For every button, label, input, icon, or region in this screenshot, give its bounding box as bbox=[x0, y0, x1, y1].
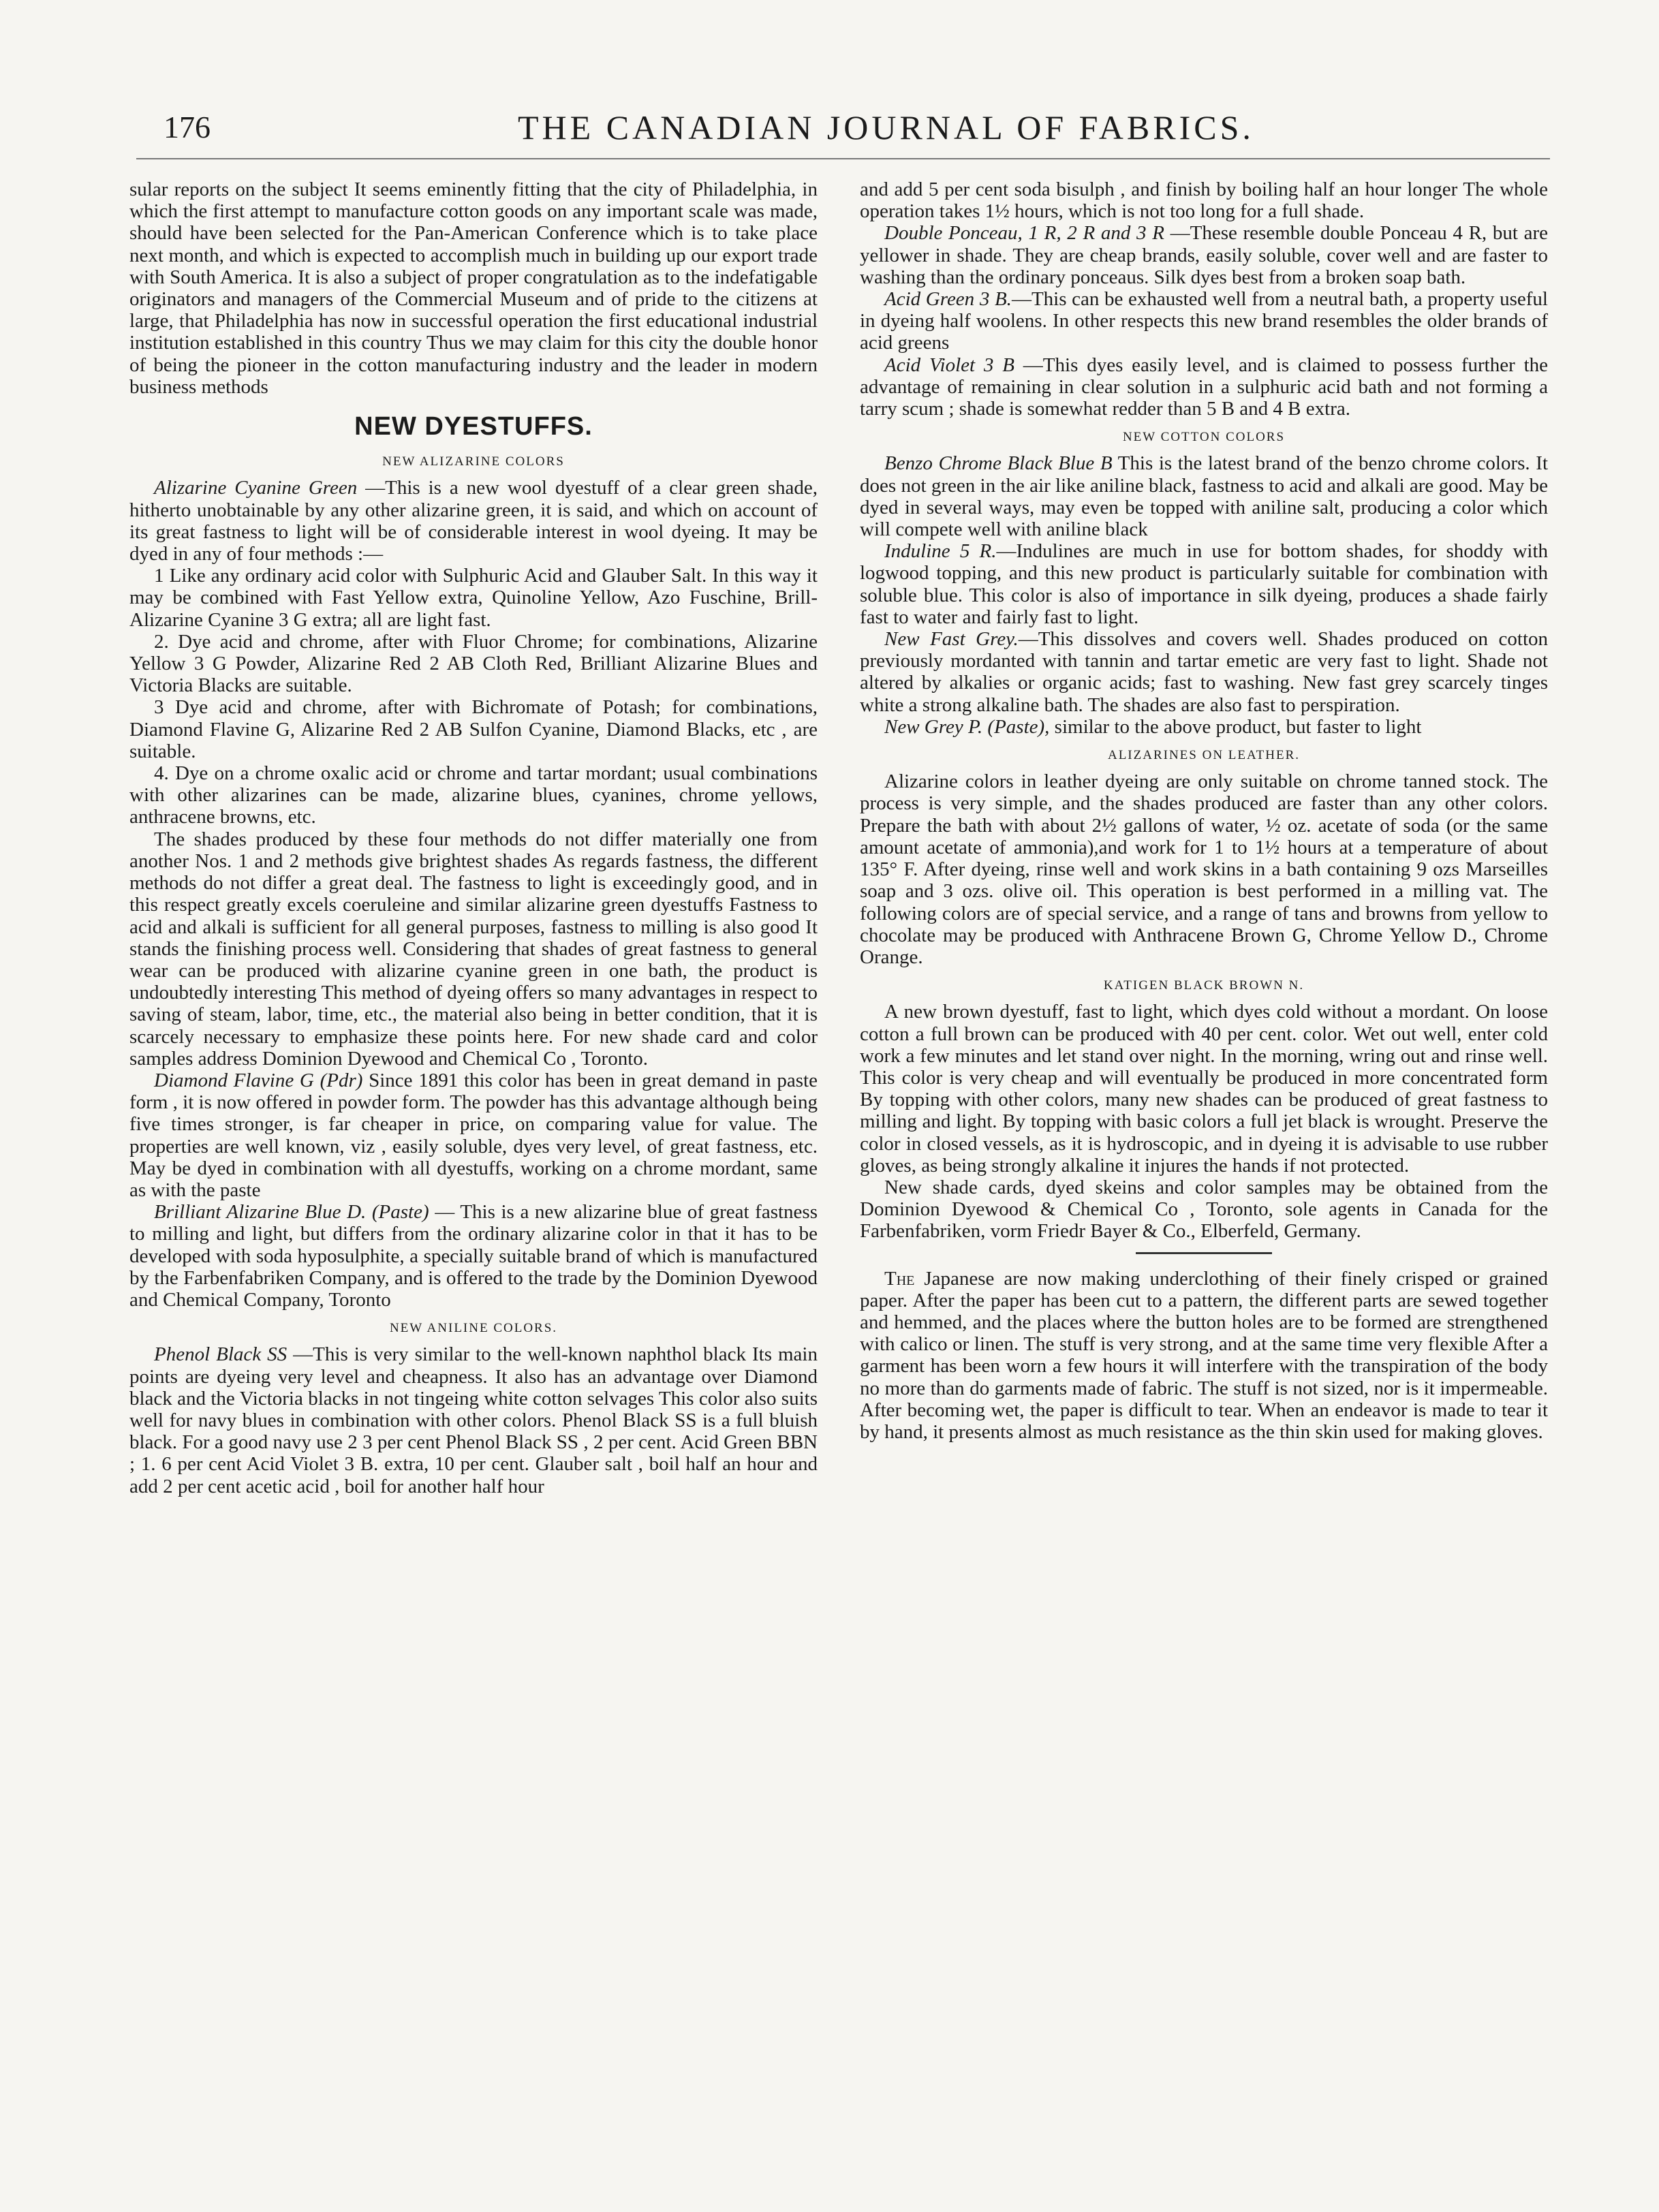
dye-name: Double Ponceau, 1 R, 2 R and 3 R bbox=[884, 222, 1164, 245]
dye-description: —This is a new wool dyestuff of a clear green shade, hitherto unobtainable by any other alizarine green, it is said, and which on account of its great fastness to light will be of considerable interest in wool dyeing. It may be dyed in any of four methods :— bbox=[129, 477, 818, 565]
dye-description: —Indulines are much in use for bottom shades, for shoddy with logwood topping, and this new product is particularly suitable for combination with soluble blue. This color is also of importance in silk dyeing, produces a shade fairly fast to water and fairly fast to light. bbox=[860, 540, 1548, 628]
dye-description: This is the latest brand of the benzo chrome colors. It does not green in the air like aniline black, fastness to acid and alkali are good. May be dyed in several ways, may even be topped with aniline salt, producing a color which will compete well with aniline black bbox=[860, 452, 1548, 541]
japanese-paper-paragraph bbox=[860, 1268, 1548, 1444]
double-ponceau-paragraph bbox=[860, 222, 1548, 288]
acid-violet-paragraph bbox=[860, 354, 1548, 420]
dye-name: Induline 5 R. bbox=[884, 540, 997, 563]
phenol-black-paragraph bbox=[129, 1343, 818, 1497]
benzo-chrome-paragraph bbox=[860, 452, 1548, 540]
katigen-subhead: KATIGEN BLACK BROWN N. bbox=[1103, 978, 1305, 993]
page-number: 176 bbox=[164, 110, 211, 144]
dye-name: Benzo Chrome Black Blue B bbox=[884, 452, 1113, 475]
leather-paragraph: Alizarine colors in leather dyeing are only suitable on chrome tanned stock. The process is very simple, and the shades produced are faster than any other colors. Prepare the bath with about 2½ gallons of water, ½ oz. acetate of soda (or the same amount acetate of ammonia),and work for 1 to 1½ hours at a temperature of about 135° F. After dyeing, rinse well and work skins in a bath containing 9 ozs Marseilles soap and 3 ozs. olive oil. This operation is best performed in a milling vat. The following colors are of special service, and a range of tans and browns from yellow to chocolate may be produced with Anthracene Brown G, Chrome Yellow D., Chrome Orange. bbox=[860, 770, 1548, 968]
alizarine-cyanine-paragraph bbox=[129, 477, 818, 565]
continuation-paragraph: and add 5 per cent soda bisulph , and finish by boiling half an hour longer The whole operation takes 1½ hours, which is not too long for a full shade. bbox=[860, 178, 1548, 223]
dye-description: —These resemble double Ponceau 4 R, but are yellower in shade. They are cheap brands, easily soluble, cover well and are faster to washing than the ordinary ponceaus. Silk dyes best from a broken soap bath. bbox=[860, 222, 1548, 288]
katigen-paragraph: A new brown dyestuff, fast to light, which dyes cold without a mordant. On loose cotton a full brown can be produced with 40 per cent. color. Wet out well, enter cold work a few minutes and let stand over night. In the morning, wring out and rinse well. This color is very cheap and will eventually be produced in more concentrated form By topping with other colors, many new shades can be produced of great fastness to milling and light. By topping with basic colors a full jet black is wrought. Preserve the color in closed vessels, as it is hydroscopic, and in dyeing it is advisable to use rubber gloves, as being strongly alkaline it injures the hands if not protected. bbox=[860, 1001, 1548, 1177]
lead-word: The bbox=[884, 1267, 915, 1290]
dye-name: Diamond Flavine G (Pdr) bbox=[154, 1069, 363, 1091]
brilliant-alizarine-paragraph bbox=[129, 1201, 818, 1311]
dye-name: Phenol Black SS bbox=[154, 1343, 288, 1366]
method-3: 3 Dye acid and chrome, after with Bichromate of Potash; for combinations, Diamond Flavine G, Alizarine Red 2 AB Sulfon Cyanine, Diamond Blacks, etc , are suitable. bbox=[129, 696, 818, 762]
aniline-subhead: NEW ANILINE COLORS. bbox=[389, 1321, 558, 1336]
dye-name: New Fast Grey. bbox=[884, 628, 1019, 651]
method-4: 4. Dye on a chrome oxalic acid or chrome and tartar mordant; usual combinations with other alizarines can be made, alizarine blues, cyanines, chrome yellows, anthracene browns, etc. bbox=[129, 762, 818, 828]
dye-description: —This dyes easily level, and is claimed to possess further the advantage of remaining in clear solution in a sulphuric acid bath and not forming a tarry scum ; shade is somewhat redder than 5 B and 4 B extra. bbox=[860, 354, 1548, 420]
page-header bbox=[136, 102, 1550, 163]
acid-green-paragraph bbox=[860, 288, 1548, 354]
paragraph-body: Japanese are now making underclothing of their finely crisped or grained paper. After the paper has been cut to a pattern, the different parts are sewed together and hemmed, and the places where the button holes are to be formed are strengthened with calico or linen. The stuff is very strong, and at the same time very flexible After a garment has been worn a few hours it will interfere with the transpiration of the body no more than do garments made of fabric. The stuff is not sized, nor is it impermeable. After becoming wet, the paper is difficult to tear. When an endeavor is made to tear it by hand, it presents almost as much resistance as the thin skin used for making gloves. bbox=[860, 1267, 1548, 1443]
induline-paragraph bbox=[860, 540, 1548, 628]
dye-name: New Grey P. (Paste), bbox=[884, 715, 1050, 738]
section-heading: NEW DYESTUFFS. bbox=[354, 412, 593, 441]
dye-name: Alizarine Cyanine Green bbox=[154, 477, 358, 499]
shades-paragraph: The shades produced by these four methods do not differ materially one from another Nos. 1 and 2 methods give brightest shades As regards fastness, the different methods do not differ a great deal. The fastness to light is exceedingly good, and in this respect greatly excels coeruleine and similar alizarine green dyestuffs Fastness to acid and alkali is sufficient for all general purposes, fastness to milling is also good It stands the finishing process well. Considering that shades of great fastness to general wear can be produced with alizarine cyanine green in one bath, the product is undoubtedly interesting This method of dyeing offers so many advantages in respect to saving of steam, labor, time, etc., the material also being in better condition, that it is scarcely necessary to emphasize these points here. For new shade card and color samples address Dominion Dyewood and Chemical Co , Toronto. bbox=[129, 828, 818, 1070]
new-fast-grey-paragraph bbox=[860, 628, 1548, 716]
cotton-subhead: NEW COTTON COLORS bbox=[1122, 430, 1286, 445]
method-1: 1 Like any ordinary acid color with Sulphuric Acid and Glauber Salt. In this way it may be combined with Fast Yellow extra, Quinoline Yellow, Azo Fuschine, Brill-Alizarine Cyanine 3 G extra; all are light fast. bbox=[129, 565, 818, 631]
left-column bbox=[129, 178, 818, 1497]
journal-title: THE CANADIAN JOURNAL OF FABRICS. bbox=[518, 108, 1254, 146]
intro-paragraph: sular reports on the subject It seems eminently fitting that the city of Philadelphia, in which the first attempt to manufacture cotton goods on any important scale was made, should have been selected for the Pan-American Conference which is to take place next month, and which is expected to accomplish much in building up our export trade with South America. It is also a subject of proper congratulation as to the indefatigable originators and managers of the Commercial Museum and of pride to the citizens at large, that Philadelphia has now in successful operation the first educational industrial institution established in this country Thus we may claim for this city the double honor of being the pioneer in the cotton manufacturing industry and the leader in modern business methods bbox=[129, 178, 818, 398]
dye-description: —This dissolves and covers well. Shades produced on cotton previously mordanted with tannin and tartar emetic are very fast to light. Shade not altered by alkalies or organic acids; fast to washing. New fast grey scarcely tinges white a strong alkaline bath. The shades are also fast to perspiration. bbox=[860, 628, 1548, 716]
dye-name: Acid Green 3 B. bbox=[884, 288, 1012, 311]
dye-description: —This is very similar to the well-known naphthol black Its main points are dyeing very level and cheapness. It also has an advantage over Diamond black and the Victoria blacks in not tingeing white cotton selvages This color also suits well for navy blues in combination with other colors. Phenol Black SS is a full bluish black. For a good navy use 2 3 per cent Phenol Black SS , 2 per cent. Acid Green BBN ; 1. 6 per cent Acid Violet 3 B. extra, 10 per cent. Glauber salt , boil half an hour and add 2 per cent acetic acid , boil for another half hour bbox=[129, 1343, 818, 1497]
alizarine-subhead: NEW ALIZARINE COLORS bbox=[382, 454, 565, 469]
leather-subhead: ALIZARINES ON LEATHER. bbox=[1107, 748, 1300, 763]
diamond-flavine-paragraph bbox=[129, 1070, 818, 1201]
dye-name: Brilliant Alizarine Blue D. (Paste) bbox=[154, 1201, 429, 1224]
dye-description: — This is a new alizarine blue of great fastness to milling and light, but differs from the ordinary alizarine color in that it has to be developed with soda hyposulphite, a specially suitable brand of which is manufactured by the Farbenfabriken Company, and is offered to the trade by the Dominion Dyewood and Chemical Company, Toronto bbox=[129, 1201, 818, 1311]
method-2: 2. Dye acid and chrome, after with Fluor Chrome; for combinations, Alizarine Yellow 3 G Powder, Alizarine Red 2 AB Cloth Red, Brilliant Alizarine Blues and Victoria Blacks are suitable. bbox=[129, 630, 818, 697]
section-divider bbox=[1136, 1252, 1272, 1254]
shade-cards-paragraph: New shade cards, dyed skeins and color samples may be obtained from the Dominion Dyewood & Chemical Co , Toronto, sole agents in Canada for the Farbenfabriken, vorm Friedr Bayer & Co., Elberfeld, Germany. bbox=[860, 1176, 1548, 1243]
dye-name: Acid Violet 3 B bbox=[884, 354, 1014, 376]
right-column bbox=[860, 178, 1548, 1443]
header-rule bbox=[136, 158, 1550, 159]
dye-description: Since 1891 this color has been in great demand in paste form , it is now offered in powder form. The powder has this advantage although being five times stronger, is far cheaper in price, on comparing value for value. The properties are well known, viz , easily soluble, dyes very level, of great fastness, etc. May be dyed in combination with all dyestuffs, working on a chrome mordant, same as with the paste bbox=[129, 1069, 818, 1201]
new-grey-p-paragraph bbox=[860, 716, 1548, 738]
dye-description: —This can be exhausted well from a neutral bath, a property useful in dyeing half woolens. In other respects this new brand resembles the older brands of acid greens bbox=[860, 288, 1548, 354]
dye-description: similar to the above product, but faster to light bbox=[1049, 715, 1422, 738]
